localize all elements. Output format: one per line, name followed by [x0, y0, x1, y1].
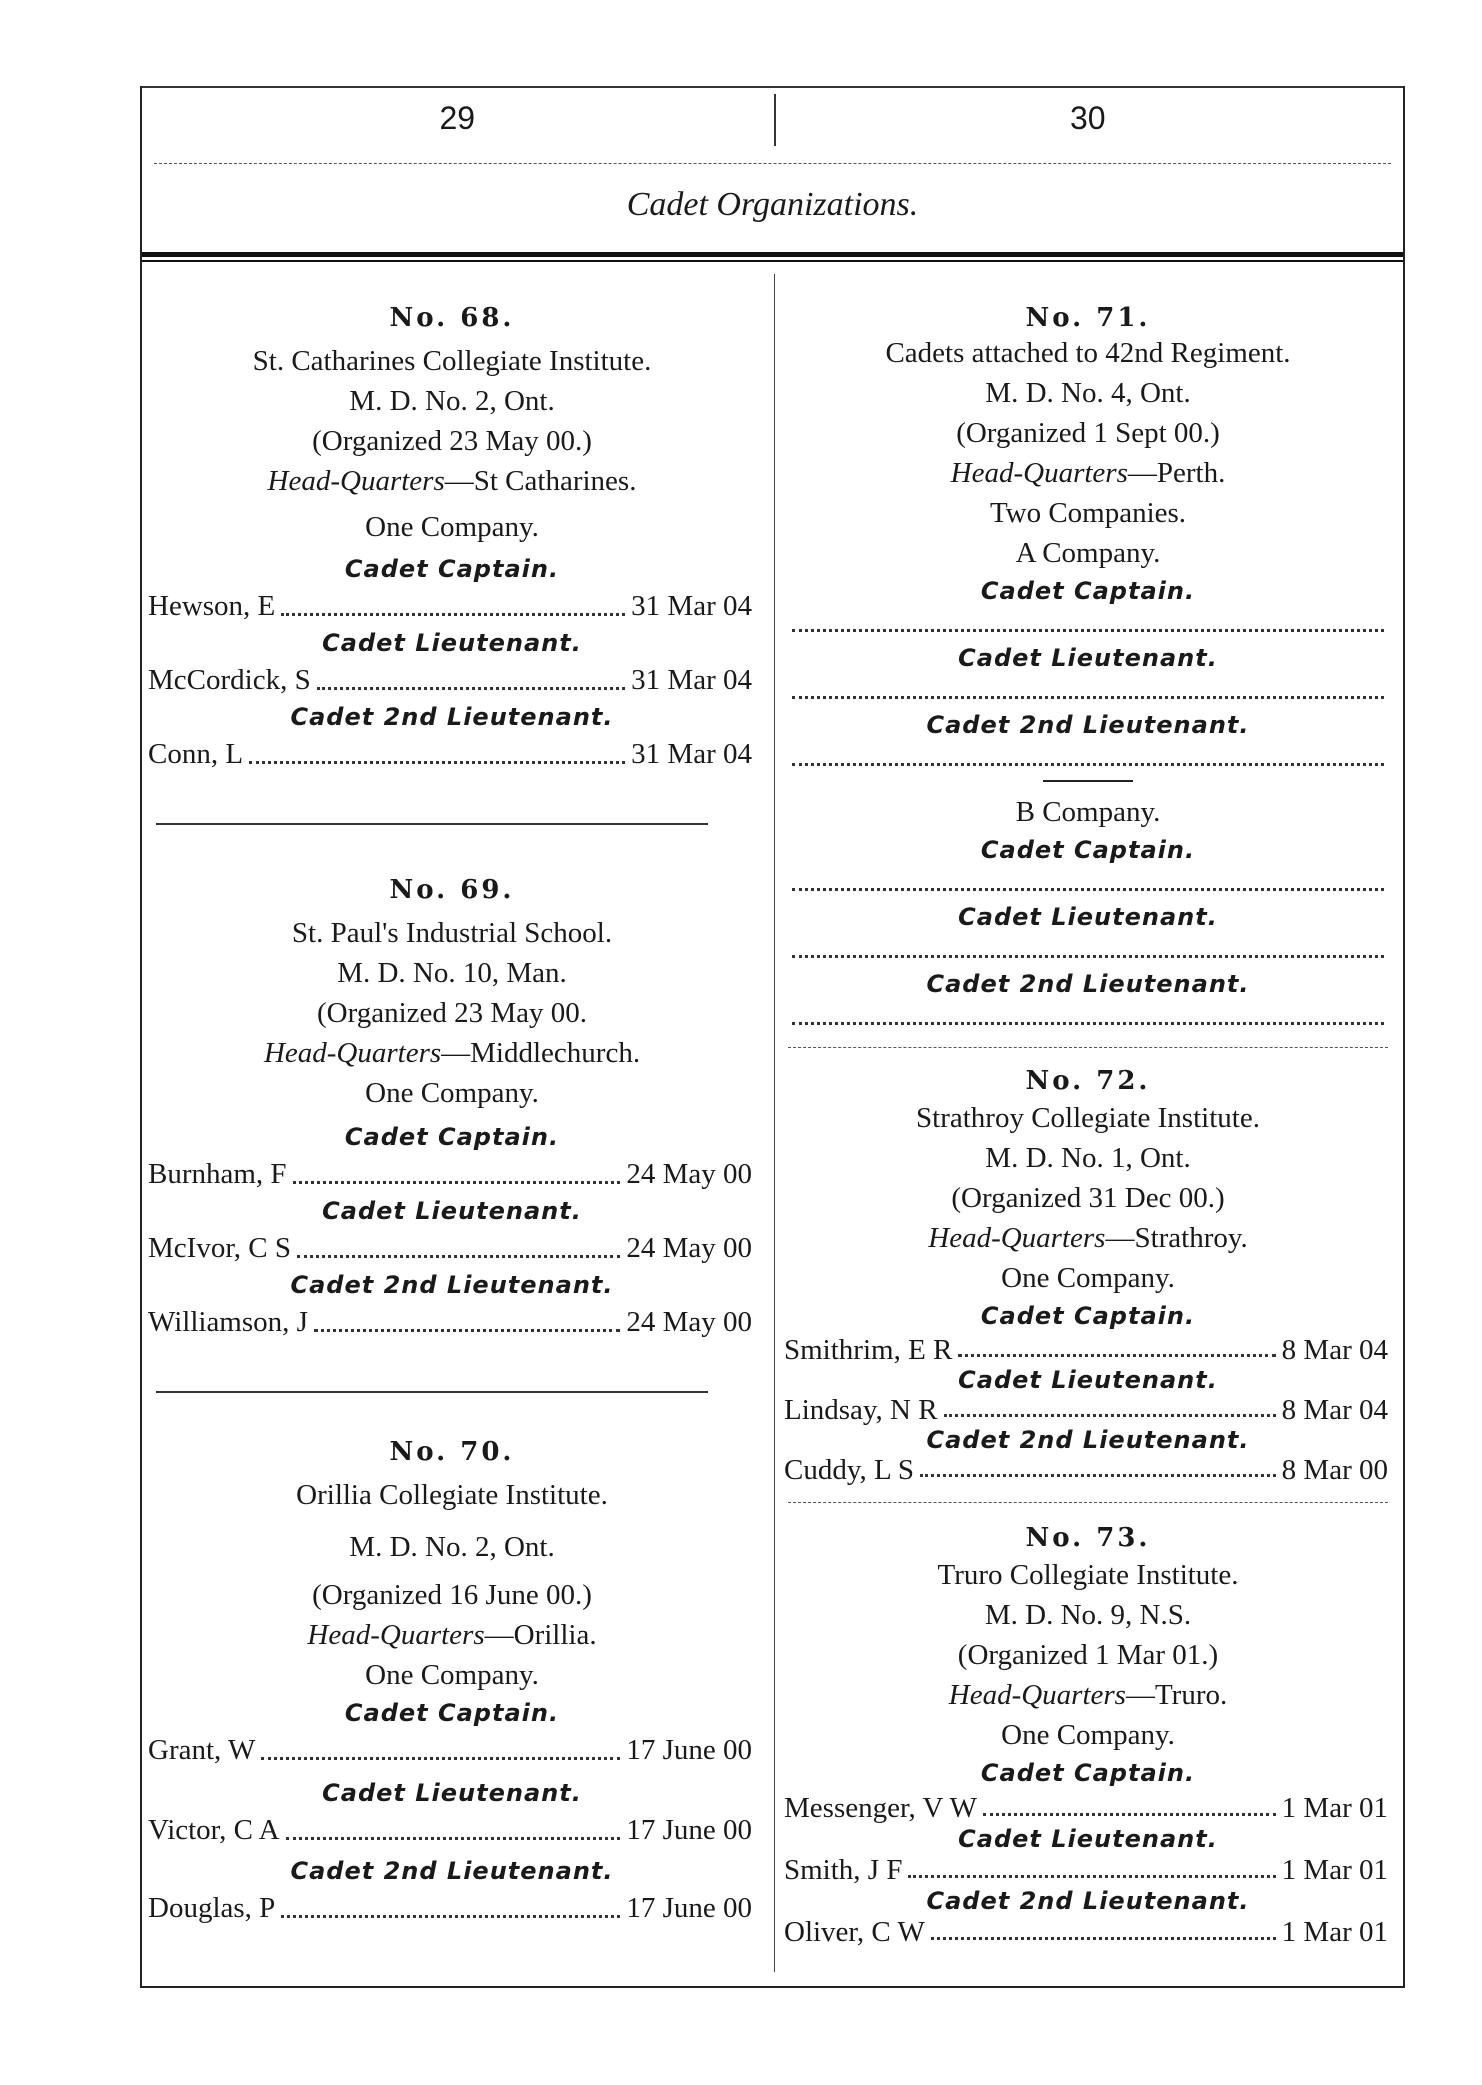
vacant-entry — [792, 609, 1384, 632]
leader-dots — [293, 1181, 621, 1184]
officer-name: McIvor, C S — [148, 1232, 292, 1264]
rank-title: Cadet Lieutenant. — [958, 1825, 1218, 1853]
officer-name: Messenger, V W — [784, 1792, 977, 1824]
officer-row — [146, 1811, 758, 1849]
commission-date: 17 June 00 — [626, 1892, 752, 1924]
officer-name: Oliver, C W — [784, 1916, 925, 1948]
officer-name: Smithrim, E R — [784, 1334, 953, 1366]
vacant-entry — [792, 935, 1384, 958]
officer-name: McCordick, S — [148, 664, 311, 696]
officer-row — [782, 1915, 1394, 1949]
rank-title: Cadet Lieutenant. — [958, 644, 1218, 672]
unit-number: No. 68. — [389, 303, 515, 333]
leader-dots — [920, 1474, 1276, 1477]
unit-name: Truro Collegiate Institute. — [937, 1559, 1239, 1591]
leader-dots — [983, 1813, 1276, 1816]
officer-row — [146, 587, 758, 625]
unit-number: No. 71. — [1025, 303, 1151, 333]
commission-date: 1 Mar 01 — [1281, 1854, 1388, 1886]
vacant-entry — [792, 868, 1384, 891]
section-divider — [156, 823, 708, 825]
officer-name: Douglas, P — [148, 1892, 276, 1924]
organized-date: (Organized 23 May 00. — [316, 997, 588, 1029]
unit-entry-72 — [782, 1066, 1394, 1486]
unit-entry-68 — [146, 281, 758, 773]
unit-name: Strathroy Collegiate Institute. — [916, 1102, 1260, 1134]
commission-date: 17 June 00 — [626, 1814, 752, 1846]
section-divider — [156, 1391, 708, 1393]
commission-date: 24 May 00 — [626, 1158, 752, 1190]
page-frame — [140, 86, 1405, 1988]
page-number-right: 30 — [1069, 100, 1106, 136]
commission-date: 31 Mar 04 — [631, 664, 752, 696]
vacant-entry — [792, 676, 1384, 699]
rank-title: Cadet 2nd Lieutenant. — [926, 1426, 1250, 1454]
hq-place: —Orillia. — [484, 1619, 597, 1651]
officer-name: Grant, W — [148, 1734, 256, 1766]
companies: One Company. — [365, 1077, 539, 1109]
company-label: A Company. — [1015, 537, 1161, 569]
company-b — [782, 792, 1394, 1025]
left-column — [146, 281, 758, 1927]
leader-dots — [281, 613, 625, 616]
headquarters — [782, 1218, 1394, 1258]
hq-label: Head-Quarters — [948, 1679, 1126, 1711]
officer-name: Burnham, F — [148, 1158, 287, 1190]
officer-row — [782, 1791, 1394, 1825]
officer-row — [146, 661, 758, 699]
officer-name: Lindsay, N R — [784, 1394, 938, 1426]
vacant-entry — [792, 1002, 1384, 1025]
organized-date: (Organized 31 Dec 00.) — [951, 1182, 1225, 1214]
rank-title: Cadet Lieutenant. — [322, 1779, 582, 1807]
leader-dots — [286, 1837, 621, 1840]
rank-title: Cadet Lieutenant. — [322, 629, 582, 657]
rank-title: Cadet 2nd Lieutenant. — [926, 711, 1250, 739]
officer-row — [782, 1394, 1394, 1426]
companies: One Company. — [1001, 1262, 1175, 1294]
rank-title: Cadet Lieutenant. — [958, 903, 1218, 931]
officer-name: Conn, L — [148, 738, 244, 770]
unit-entry-73 — [782, 1523, 1394, 1949]
unit-name: Orillia Collegiate Institute. — [296, 1479, 608, 1511]
unit-name: St. Paul's Industrial School. — [291, 917, 613, 949]
rank-title: Cadet 2nd Lieutenant. — [290, 703, 614, 731]
commission-date: 8 Mar 00 — [1281, 1454, 1388, 1486]
rank-title: Cadet Lieutenant. — [322, 1197, 582, 1225]
page-number-left: 29 — [439, 100, 476, 136]
hq-label: Head-Quarters — [267, 465, 445, 497]
officer-row — [782, 1454, 1394, 1486]
officer-row — [146, 1889, 758, 1927]
company-divider — [1043, 780, 1133, 782]
leader-dots — [281, 1915, 620, 1918]
military-district: M. D. No. 4, Ont. — [985, 377, 1191, 409]
unit-name: St. Catharines Collegiate Institute. — [252, 345, 652, 377]
officer-name: Victor, C A — [148, 1814, 280, 1846]
hq-place: —Truro. — [1125, 1679, 1228, 1711]
commission-date: 8 Mar 04 — [1281, 1334, 1388, 1366]
rank-title: Cadet Captain. — [980, 1759, 1196, 1787]
companies: One Company. — [365, 1659, 539, 1691]
rank-title: Cadet Captain. — [980, 836, 1196, 864]
header-rule — [154, 163, 1391, 164]
hq-place: —St Catharines. — [444, 465, 637, 497]
column-divider — [774, 274, 775, 1972]
officer-row — [146, 735, 758, 773]
leader-dots — [944, 1414, 1276, 1417]
rank-title: Cadet 2nd Lieutenant. — [290, 1271, 614, 1299]
leader-dots — [314, 1329, 620, 1332]
rank-title: Cadet Captain. — [344, 1699, 560, 1727]
organized-date: (Organized 1 Sept 00.) — [956, 417, 1220, 449]
hq-place: —Perth. — [1127, 457, 1226, 489]
organized-date: (Organized 23 May 00.) — [312, 425, 592, 457]
officer-row — [146, 1155, 758, 1193]
organized-date: (Organized 1 Mar 01.) — [957, 1639, 1219, 1671]
organized-date: (Organized 16 June 00.) — [312, 1579, 592, 1611]
thick-rule — [142, 252, 1403, 257]
headquarters — [146, 1033, 758, 1073]
unit-name: Cadets attached to 42nd Regiment. — [885, 337, 1291, 369]
rank-title: Cadet Captain. — [980, 1302, 1196, 1330]
unit-number: No. 70. — [389, 1437, 515, 1467]
military-district: M. D. No. 2, Ont. — [349, 385, 555, 417]
rank-title: Cadet Captain. — [344, 1123, 560, 1151]
headquarters — [782, 453, 1394, 493]
right-column — [782, 281, 1394, 1949]
military-district: M. D. No. 10, Man. — [337, 957, 567, 989]
commission-date: 8 Mar 04 — [1281, 1394, 1388, 1426]
rank-title: Cadet Lieutenant. — [958, 1366, 1218, 1394]
leader-dots — [249, 761, 625, 764]
officer-row — [146, 1303, 758, 1341]
officer-row — [146, 1229, 758, 1267]
unit-number: No. 69. — [389, 875, 515, 905]
leader-dots — [958, 1354, 1275, 1357]
commission-date: 24 May 00 — [626, 1306, 752, 1338]
leader-dots — [908, 1875, 1275, 1878]
military-district: M. D. No. 1, Ont. — [985, 1142, 1191, 1174]
company-a — [782, 533, 1394, 766]
commission-date: 1 Mar 01 — [1281, 1792, 1388, 1824]
commission-date: 31 Mar 04 — [631, 738, 752, 770]
section-divider — [788, 1502, 1388, 1503]
companies: One Company. — [365, 511, 539, 543]
officer-row — [782, 1853, 1394, 1887]
leader-dots — [297, 1255, 620, 1258]
hq-place: —Strathroy. — [1105, 1222, 1248, 1254]
officer-row — [146, 1731, 758, 1769]
rank-title: Cadet Captain. — [980, 577, 1196, 605]
officer-name: Hewson, E — [148, 590, 276, 622]
headquarters — [146, 1615, 758, 1655]
leader-dots — [261, 1757, 620, 1760]
leader-dots — [931, 1937, 1276, 1940]
section-title: Cadet Organizations. — [626, 186, 919, 223]
company-label: B Company. — [1015, 796, 1161, 828]
unit-entry-71 — [782, 281, 1394, 1025]
unit-entry-70 — [146, 1437, 758, 1927]
officer-name: Williamson, J — [148, 1306, 308, 1338]
section-divider — [788, 1047, 1388, 1048]
rank-title: Cadet Captain. — [344, 555, 560, 583]
hq-place: —Middlechurch. — [441, 1037, 641, 1069]
companies: One Company. — [1001, 1719, 1175, 1751]
hq-label: Head-Quarters — [928, 1222, 1106, 1254]
leader-dots — [317, 687, 625, 690]
unit-number: No. 72. — [1025, 1066, 1151, 1096]
thin-rule — [142, 260, 1403, 262]
commission-date: 31 Mar 04 — [631, 590, 752, 622]
commission-date: 1 Mar 01 — [1281, 1916, 1388, 1948]
rank-title: Cadet 2nd Lieutenant. — [290, 1857, 614, 1885]
companies: Two Companies. — [989, 497, 1187, 529]
rank-title: Cadet 2nd Lieutenant. — [926, 1887, 1250, 1915]
hq-label: Head-Quarters — [263, 1037, 442, 1069]
headquarters — [782, 1675, 1394, 1715]
military-district: M. D. No. 2, Ont. — [349, 1531, 555, 1563]
unit-number: No. 73. — [1025, 1523, 1151, 1553]
officer-row — [782, 1334, 1394, 1366]
hq-label: Head-Quarters — [307, 1619, 485, 1651]
military-district: M. D. No. 9, N.S. — [984, 1599, 1192, 1631]
officer-name: Smith, J F — [784, 1854, 903, 1886]
rank-title: Cadet 2nd Lieutenant. — [926, 970, 1250, 998]
vacant-entry — [792, 743, 1384, 766]
page-number-header — [142, 86, 1403, 164]
commission-date: 24 May 00 — [626, 1232, 752, 1264]
commission-date: 17 June 00 — [626, 1734, 752, 1766]
headquarters — [146, 461, 758, 501]
officer-name: Cuddy, L S — [784, 1454, 914, 1486]
unit-entry-69 — [146, 875, 758, 1341]
hq-label: Head-Quarters — [950, 457, 1128, 489]
